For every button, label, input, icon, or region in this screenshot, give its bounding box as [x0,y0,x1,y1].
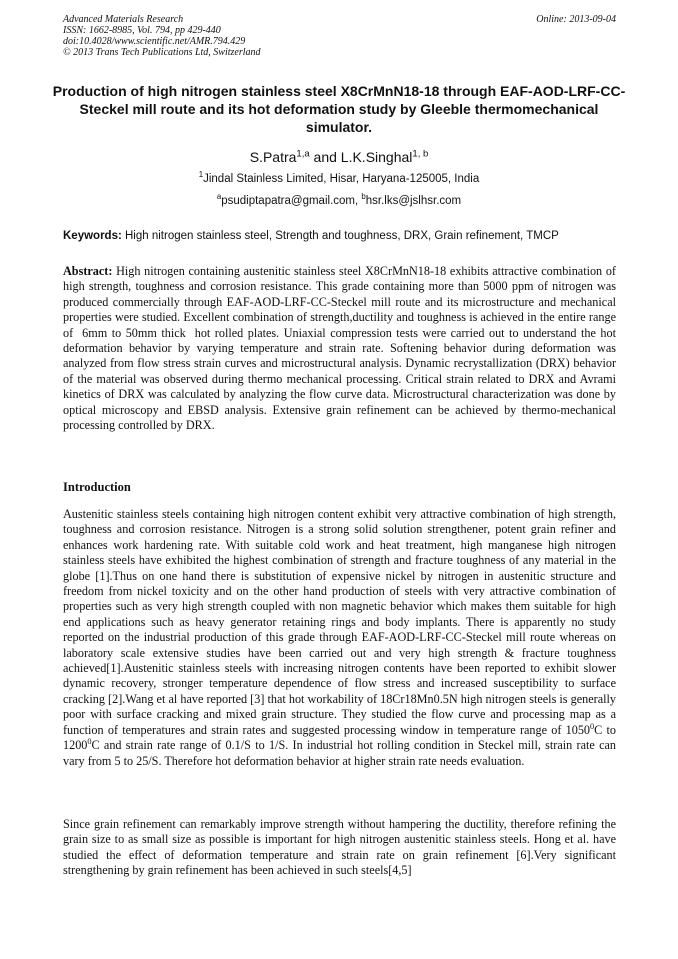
paper-title: Production of high nitrogen stainless steel X8CrMnN18-18 through EAF-AOD-LRF-CC-Steckel mill route and its hot deformation study by Gleeble thermomechanical simulator. [52,83,626,135]
author-affil-sup: 1, b [412,148,429,160]
affiliation-sup: 1 [198,170,204,180]
intro-paragraph [63,817,616,879]
email-sup: a [216,192,222,202]
author-emails [0,194,678,208]
section-heading: Introduction [63,480,131,494]
copyright-line: © 2013 Trans Tech Publications Ltd, Switzerland [63,47,261,58]
abstract [63,264,620,433]
email-link: psudiptapatra@gmail.com, [221,195,362,207]
paragraph-text: C to 1200 [63,722,617,753]
journal-header [63,14,616,58]
affiliation-text: Jindal Stainless Limited, Hisar, Haryana-125005, India [203,173,480,185]
author-name: L.K.Singhal [340,149,413,165]
email-link: hsr.lks@jslhsr.com [365,195,462,207]
paragraph-text: Austenitic stainless steels containing high nitrogen content exhibit very attractive combination of high strength, toughness and corrosion resistance. Nitrogen is a strong solid solution strengthener, potent grain refiner and enhances work hardening rate. With suitable cold work and heat treatment, high manganese high nitrogen stainless steels have exhibited the highest combination of strength and fracture toughness of any material in the globe [1].Thus on one hand there is substitution of expensive nickel by nitrogen in austenitic structure and freedom from nickel toxicity and on the other hand production of steels with very attractive combination of properties such as very high strength coupled with non magnetic behavior which makes them suitable for high end applications such as heavy generator retaining rings and body implants. There is apparently no study reported on the industrial production of this grade through EAF-AOD-LRF-CC-Steckel mill route whereas on laboratory scale extensive studies have been carried out and very high strength & fracture toughness achieved[1].Austenitic stainless steels with increasing nitrogen contents have been reported to exhibit slower dynamic recovery, stronger temperature dependence of flow stress and increased susceptibility to surface cracking [2].Wang et al have reported [3] that hot workability of 18Cr18Mn0.5N high nitrogen steels is generally poor with surface cracking and mixed grain structure. They studied the flow curve and processing map as a function of temperatures and strain rates and suggested processing window in temperature range of 1050 [63,507,616,737]
issn-line: ISSN: 1662-8985, Vol. 794, pp 429-440 [63,25,221,36]
affiliation [0,172,678,186]
intro-paragraph [63,507,616,769]
doi-line: doi:10.4028/www.scientific.net/AMR.794.429 [63,36,246,47]
degree-sup: 0 [590,721,595,731]
abstract-label: Abstract: [63,264,113,278]
email-sup: b [361,192,366,202]
paragraph-text: Since grain refinement can remarkably improve strength without hampering the ductility, therefore refining the grain size to as small size as possible is important for high nitrogen austenitic stainless steels. Hong et al. have studied the effect of deformation temperature and strain rate on grain refinement [6].Very significant strengthening by grain refinement has been achieved in such steels[4,5] [63,817,616,878]
keywords-text: High nitrogen stainless steel, Strength and toughness, DRX, Grain refinement, TMCP [121,230,559,242]
journal-name: Advanced Materials Research [63,14,184,25]
degree-sup: 0 [87,737,92,747]
author-name: S.Patra [249,149,297,165]
author-conjunction: and [309,149,341,165]
abstract-text: High nitrogen containing austenitic stainless steel X8CrMnN18-18 exhibits attractive combination of high strength, toughness and corrosion resistance. This grade containing more than 5000 ppm of nitrogen was produced commercially through EAF-AOD-LRF-CC-Steckel mill route and its microstructure and mechanical properties were studied. Excellent combination of strength,ductility and toughness is achieved in the entire range of 6mm to 50mm thick hot rolled plates. Uniaxial compression tests were carried out to understand the hot deformation behavior by varying temperature and strain rate. Softening behavior during deformation was analyzed from flow stress strain curves and microstructural analysis. Dynamic recrystallization (DRX) behavior of the material was observed during thermo mechanical processing. Critical strain related to DRX and Avrami kinetics of DRX was calculated by analyzing the flow curve data. Microstructural characterization was done by optical microscopy and EBSD analysis. Extensive grain refinement can be achieved by thermo-mechanical processing controlled by DRX. [63,264,620,433]
author-affil-sup: 1,a [296,148,310,160]
keywords [63,229,616,243]
paragraph-text: C and strain rate range of 0.1/S to 1/S. In industrial hot rolling condition in Steckel mill, strain rate can vary from 5 to 25/S. Therefore hot deformation behavior at higher strain rate needs evaluation. [63,738,616,768]
keywords-label: Keywords: [63,230,122,242]
author-line [0,148,678,166]
online-date: Online: 2013-09-04 [536,14,616,25]
